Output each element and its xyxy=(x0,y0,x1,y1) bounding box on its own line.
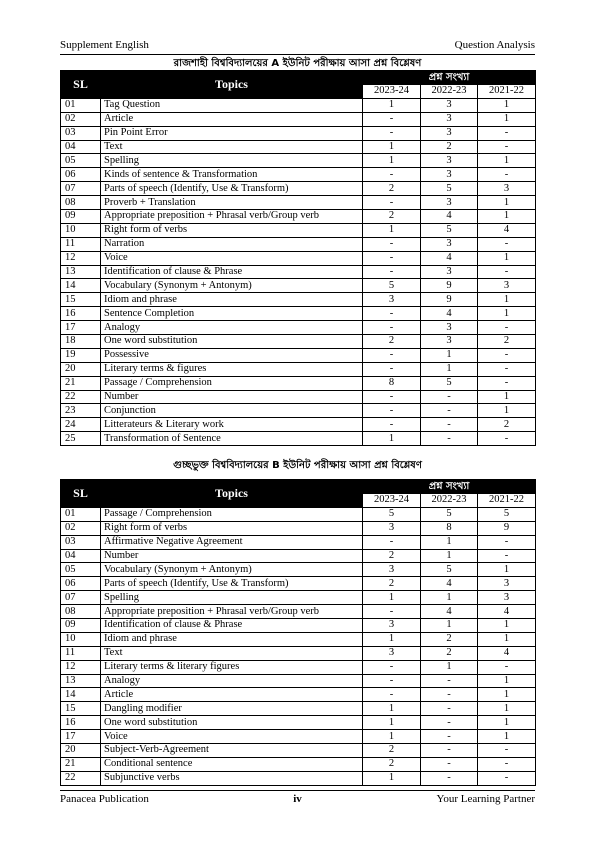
topic-cell: Parts of speech (Identify, Use & Transform) xyxy=(101,182,363,196)
count-2023-24: - xyxy=(363,535,421,549)
count-2021-22: - xyxy=(478,660,536,674)
topic-cell: Analogy xyxy=(101,674,363,688)
topic-cell: Subjunctive verbs xyxy=(101,771,363,785)
count-2023-24: 5 xyxy=(363,507,421,521)
count-2021-22: - xyxy=(478,237,536,251)
count-2022-23: - xyxy=(421,716,478,730)
table-row xyxy=(61,126,536,140)
count-2021-22: 1 xyxy=(478,716,536,730)
table-row xyxy=(61,307,536,321)
count-2022-23: 3 xyxy=(421,168,478,182)
table1-topics-header: Topics xyxy=(101,71,363,99)
sl-cell: 09 xyxy=(61,619,101,633)
table-row xyxy=(61,196,536,210)
topic-cell: Proverb + Translation xyxy=(101,196,363,210)
table2-topics-header: Topics xyxy=(101,480,363,508)
running-footer xyxy=(60,790,535,805)
topic-cell: Appropriate preposition + Phrasal verb/Group verb xyxy=(101,605,363,619)
topic-cell: Voice xyxy=(101,251,363,265)
topic-cell: Analogy xyxy=(101,321,363,335)
table1-title: রাজশাহী বিশ্ববিদ্যালয়ের A ইউনিট পরীক্ষায় আসা প্রশ্ন বিশ্লেষণ xyxy=(173,58,422,69)
count-2021-22: 1 xyxy=(478,404,536,418)
count-2023-24: - xyxy=(363,265,421,279)
count-2022-23: 3 xyxy=(421,321,478,335)
topic-cell: Dangling modifier xyxy=(101,702,363,716)
table-row xyxy=(61,182,536,196)
count-2023-24: 3 xyxy=(363,619,421,633)
topic-cell: Identification of clause & Phrase xyxy=(101,265,363,279)
table-row xyxy=(61,757,536,771)
table2-year-header: 2023-24 xyxy=(363,494,421,508)
count-2021-22: 1 xyxy=(478,632,536,646)
topic-cell: Conjunction xyxy=(101,404,363,418)
sl-cell: 15 xyxy=(61,702,101,716)
count-2022-23: 9 xyxy=(421,293,478,307)
table1-question-analysis xyxy=(60,70,536,446)
sl-cell: 01 xyxy=(61,507,101,521)
count-2023-24: 2 xyxy=(363,182,421,196)
count-2023-24: - xyxy=(363,251,421,265)
count-2023-24: - xyxy=(363,237,421,251)
count-2021-22: - xyxy=(478,376,536,390)
table-row xyxy=(61,744,536,758)
count-2022-23: - xyxy=(421,744,478,758)
count-2022-23: 8 xyxy=(421,521,478,535)
sl-cell: 21 xyxy=(61,757,101,771)
table-row xyxy=(61,418,536,432)
sl-cell: 14 xyxy=(61,688,101,702)
count-2021-22: - xyxy=(478,362,536,376)
count-2021-22: 1 xyxy=(478,196,536,210)
table1-sl-header: SL xyxy=(61,71,101,99)
table2-year-header: 2022-23 xyxy=(421,494,478,508)
topic-cell: Right form of verbs xyxy=(101,223,363,237)
sl-cell: 18 xyxy=(61,335,101,349)
topic-cell: Litterateurs & Literary work xyxy=(101,418,363,432)
sl-cell: 03 xyxy=(61,535,101,549)
sl-cell: 23 xyxy=(61,404,101,418)
count-2023-24: - xyxy=(363,404,421,418)
topic-cell: Number xyxy=(101,390,363,404)
topic-cell: Appropriate preposition + Phrasal verb/Group verb xyxy=(101,210,363,224)
sl-cell: 03 xyxy=(61,126,101,140)
sl-cell: 12 xyxy=(61,660,101,674)
count-2021-22: 1 xyxy=(478,210,536,224)
count-2021-22: - xyxy=(478,757,536,771)
table-row xyxy=(61,390,536,404)
count-2021-22: 1 xyxy=(478,154,536,168)
count-2023-24: 1 xyxy=(363,591,421,605)
count-2021-22: 4 xyxy=(478,223,536,237)
count-2021-22: - xyxy=(478,126,536,140)
count-2022-23: - xyxy=(421,432,478,446)
count-2023-24: 2 xyxy=(363,577,421,591)
footer-tagline: Your Learning Partner xyxy=(436,793,535,805)
table-row xyxy=(61,154,536,168)
count-2021-22: - xyxy=(478,432,536,446)
count-2023-24: - xyxy=(363,321,421,335)
table1-year-header: 2022-23 xyxy=(421,85,478,99)
count-2023-24: 8 xyxy=(363,376,421,390)
count-2021-22: 2 xyxy=(478,335,536,349)
count-2023-24: 3 xyxy=(363,646,421,660)
topic-cell: Transformation of Sentence xyxy=(101,432,363,446)
count-2021-22: 1 xyxy=(478,390,536,404)
count-2022-23: 3 xyxy=(421,98,478,112)
topic-cell: Passage / Comprehension xyxy=(101,376,363,390)
count-2022-23: 4 xyxy=(421,210,478,224)
table1-year-header: 2021-22 xyxy=(478,85,536,99)
table-row xyxy=(61,563,536,577)
count-2022-23: 1 xyxy=(421,619,478,633)
table-row xyxy=(61,730,536,744)
table-row xyxy=(61,210,536,224)
sl-cell: 05 xyxy=(61,154,101,168)
table-row xyxy=(61,619,536,633)
table-row xyxy=(61,362,536,376)
count-2021-22: 1 xyxy=(478,98,536,112)
count-2023-24: - xyxy=(363,688,421,702)
count-2021-22: 4 xyxy=(478,646,536,660)
sl-cell: 13 xyxy=(61,674,101,688)
sl-cell: 02 xyxy=(61,112,101,126)
count-2021-22: 9 xyxy=(478,521,536,535)
topic-cell: Right form of verbs xyxy=(101,521,363,535)
count-2023-24: - xyxy=(363,196,421,210)
count-2021-22: 5 xyxy=(478,507,536,521)
sl-cell: 04 xyxy=(61,549,101,563)
sl-cell: 20 xyxy=(61,362,101,376)
table-row xyxy=(61,521,536,535)
count-2022-23: - xyxy=(421,418,478,432)
sl-cell: 10 xyxy=(61,223,101,237)
topic-cell: Idiom and phrase xyxy=(101,293,363,307)
sl-cell: 07 xyxy=(61,591,101,605)
topic-cell: Narration xyxy=(101,237,363,251)
sl-cell: 02 xyxy=(61,521,101,535)
count-2023-24: - xyxy=(363,112,421,126)
table-row xyxy=(61,432,536,446)
count-2022-23: 3 xyxy=(421,265,478,279)
topic-cell: Idiom and phrase xyxy=(101,632,363,646)
sl-cell: 17 xyxy=(61,730,101,744)
table-row xyxy=(61,168,536,182)
topic-cell: Text xyxy=(101,140,363,154)
topic-cell: Voice xyxy=(101,730,363,744)
count-2023-24: 1 xyxy=(363,632,421,646)
table-row xyxy=(61,660,536,674)
count-2023-24: - xyxy=(363,126,421,140)
count-2022-23: 3 xyxy=(421,126,478,140)
topic-cell: Literary terms & figures xyxy=(101,362,363,376)
count-2022-23: 1 xyxy=(421,660,478,674)
topic-cell: Passage / Comprehension xyxy=(101,507,363,521)
table2-body xyxy=(61,507,536,785)
sl-cell: 01 xyxy=(61,98,101,112)
topic-cell: Number xyxy=(101,549,363,563)
table-row xyxy=(61,112,536,126)
topic-cell: Affirmative Negative Agreement xyxy=(101,535,363,549)
table-row xyxy=(61,223,536,237)
sl-cell: 21 xyxy=(61,376,101,390)
count-2022-23: - xyxy=(421,757,478,771)
count-2022-23: 3 xyxy=(421,237,478,251)
count-2023-24: 1 xyxy=(363,432,421,446)
topic-cell: Possessive xyxy=(101,348,363,362)
sl-cell: 17 xyxy=(61,321,101,335)
topic-cell: Article xyxy=(101,112,363,126)
count-2023-24: - xyxy=(363,348,421,362)
count-2022-23: 5 xyxy=(421,223,478,237)
table-row xyxy=(61,716,536,730)
sl-cell: 04 xyxy=(61,140,101,154)
count-2023-24: 3 xyxy=(363,293,421,307)
sl-cell: 08 xyxy=(61,605,101,619)
table-row xyxy=(61,348,536,362)
count-2023-24: 1 xyxy=(363,716,421,730)
count-2021-22: - xyxy=(478,771,536,785)
count-2023-24: 1 xyxy=(363,140,421,154)
count-2022-23: - xyxy=(421,730,478,744)
count-2021-22: 2 xyxy=(478,418,536,432)
count-2021-22: - xyxy=(478,140,536,154)
sl-cell: 15 xyxy=(61,293,101,307)
table-row xyxy=(61,140,536,154)
count-2023-24: 2 xyxy=(363,210,421,224)
count-2021-22: 4 xyxy=(478,605,536,619)
count-2021-22: 1 xyxy=(478,251,536,265)
count-2021-22: 1 xyxy=(478,702,536,716)
count-2023-24: 1 xyxy=(363,730,421,744)
count-2022-23: 9 xyxy=(421,279,478,293)
count-2022-23: - xyxy=(421,674,478,688)
sl-cell: 25 xyxy=(61,432,101,446)
sl-cell: 22 xyxy=(61,390,101,404)
table-row xyxy=(61,646,536,660)
count-2023-24: - xyxy=(363,362,421,376)
count-2021-22: - xyxy=(478,321,536,335)
count-2023-24: 2 xyxy=(363,757,421,771)
count-2021-22: - xyxy=(478,535,536,549)
count-2022-23: 3 xyxy=(421,112,478,126)
table2-year-header: 2021-22 xyxy=(478,494,536,508)
count-2021-22: 1 xyxy=(478,619,536,633)
topic-cell: Subject-Verb-Agreement xyxy=(101,744,363,758)
sl-cell: 11 xyxy=(61,646,101,660)
count-2022-23: 1 xyxy=(421,591,478,605)
table-row xyxy=(61,279,536,293)
topic-cell: Spelling xyxy=(101,591,363,605)
count-2021-22: 1 xyxy=(478,293,536,307)
table-row xyxy=(61,632,536,646)
count-2022-23: - xyxy=(421,702,478,716)
count-2023-24: - xyxy=(363,605,421,619)
count-2022-23: 2 xyxy=(421,632,478,646)
topic-cell: Text xyxy=(101,646,363,660)
count-2022-23: 1 xyxy=(421,535,478,549)
sl-cell: 24 xyxy=(61,418,101,432)
count-2021-22: 1 xyxy=(478,674,536,688)
table-row xyxy=(61,376,536,390)
header-left: Supplement English xyxy=(60,39,149,51)
count-2023-24: - xyxy=(363,674,421,688)
count-2022-23: - xyxy=(421,688,478,702)
sl-cell: 13 xyxy=(61,265,101,279)
table-row xyxy=(61,98,536,112)
topic-cell: Conditional sentence xyxy=(101,757,363,771)
topic-cell: Spelling xyxy=(101,154,363,168)
topic-cell: Article xyxy=(101,688,363,702)
count-2021-22: 1 xyxy=(478,730,536,744)
count-2022-23: 5 xyxy=(421,563,478,577)
table2-sl-header: SL xyxy=(61,480,101,508)
topic-cell: Tag Question xyxy=(101,98,363,112)
count-2023-24: 2 xyxy=(363,744,421,758)
count-2022-23: 2 xyxy=(421,140,478,154)
sl-cell: 05 xyxy=(61,563,101,577)
count-2022-23: 1 xyxy=(421,348,478,362)
count-2022-23: 4 xyxy=(421,605,478,619)
count-2021-22: 3 xyxy=(478,279,536,293)
sl-cell: 06 xyxy=(61,577,101,591)
sl-cell: 06 xyxy=(61,168,101,182)
table2-question-analysis xyxy=(60,479,536,786)
count-2021-22: 3 xyxy=(478,591,536,605)
sl-cell: 16 xyxy=(61,307,101,321)
count-2021-22: - xyxy=(478,348,536,362)
count-2021-22: - xyxy=(478,744,536,758)
count-2022-23: 4 xyxy=(421,251,478,265)
sl-cell: 11 xyxy=(61,237,101,251)
table-row xyxy=(61,507,536,521)
topic-cell: Identification of clause & Phrase xyxy=(101,619,363,633)
count-2022-23: - xyxy=(421,404,478,418)
count-2023-24: 1 xyxy=(363,98,421,112)
table-row xyxy=(61,577,536,591)
sl-cell: 12 xyxy=(61,251,101,265)
count-2023-24: - xyxy=(363,390,421,404)
topic-cell: Vocabulary (Synonym + Antonym) xyxy=(101,563,363,577)
topic-cell: Kinds of sentence & Transformation xyxy=(101,168,363,182)
count-2023-24: - xyxy=(363,418,421,432)
topic-cell: Pin Point Error xyxy=(101,126,363,140)
count-2023-24: 1 xyxy=(363,702,421,716)
count-2023-24: - xyxy=(363,168,421,182)
count-2022-23: 3 xyxy=(421,154,478,168)
count-2023-24: 3 xyxy=(363,563,421,577)
table-row xyxy=(61,335,536,349)
sl-cell: 19 xyxy=(61,348,101,362)
count-2021-22: 1 xyxy=(478,307,536,321)
count-2023-24: - xyxy=(363,307,421,321)
table1-body xyxy=(61,98,536,445)
count-2023-24: 2 xyxy=(363,335,421,349)
count-2022-23: 1 xyxy=(421,549,478,563)
topic-cell: One word substitution xyxy=(101,335,363,349)
topic-cell: One word substitution xyxy=(101,716,363,730)
header-right: Question Analysis xyxy=(454,39,535,51)
table-row xyxy=(61,404,536,418)
count-2021-22: - xyxy=(478,265,536,279)
table-row xyxy=(61,251,536,265)
count-2022-23: 4 xyxy=(421,307,478,321)
sl-cell: 07 xyxy=(61,182,101,196)
footer-publisher: Panacea Publication xyxy=(60,793,149,805)
sl-cell: 09 xyxy=(61,210,101,224)
table-row xyxy=(61,674,536,688)
sl-cell: 10 xyxy=(61,632,101,646)
count-2021-22: 1 xyxy=(478,688,536,702)
count-2022-23: 3 xyxy=(421,335,478,349)
count-2022-23: 5 xyxy=(421,507,478,521)
count-2021-22: - xyxy=(478,549,536,563)
count-2022-23: 5 xyxy=(421,376,478,390)
table-row xyxy=(61,605,536,619)
count-2022-23: 4 xyxy=(421,577,478,591)
count-2022-23: 3 xyxy=(421,196,478,210)
table-row xyxy=(61,549,536,563)
page-number: iv xyxy=(293,793,302,805)
table-row xyxy=(61,535,536,549)
table1-question-count-header: প্রশ্ন সংখ্যা xyxy=(363,71,536,85)
count-2021-22: 3 xyxy=(478,577,536,591)
sl-cell: 20 xyxy=(61,744,101,758)
table2-question-count-header: প্রশ্ন সংখ্যা xyxy=(363,480,536,494)
count-2022-23: - xyxy=(421,771,478,785)
topic-cell: Parts of speech (Identify, Use & Transform) xyxy=(101,577,363,591)
count-2021-22: 3 xyxy=(478,182,536,196)
sl-cell: 22 xyxy=(61,771,101,785)
count-2021-22: - xyxy=(478,168,536,182)
topic-cell: Vocabulary (Synonym + Antonym) xyxy=(101,279,363,293)
sl-cell: 08 xyxy=(61,196,101,210)
sl-cell: 14 xyxy=(61,279,101,293)
topic-cell: Sentence Completion xyxy=(101,307,363,321)
table-row xyxy=(61,265,536,279)
count-2023-24: 1 xyxy=(363,771,421,785)
count-2023-24: 5 xyxy=(363,279,421,293)
count-2023-24: - xyxy=(363,660,421,674)
count-2022-23: 1 xyxy=(421,362,478,376)
count-2023-24: 3 xyxy=(363,521,421,535)
table-row xyxy=(61,321,536,335)
count-2022-23: 5 xyxy=(421,182,478,196)
table2-title: গুচ্ছভুক্ত বিশ্ববিদ্যালয়ের B ইউনিট পরীক্ষায় আসা প্রশ্ন বিশ্লেষণ xyxy=(173,460,422,471)
table-row xyxy=(61,771,536,785)
table-row xyxy=(61,688,536,702)
running-header xyxy=(60,38,535,55)
table-row xyxy=(61,702,536,716)
sl-cell: 16 xyxy=(61,716,101,730)
table-row xyxy=(61,237,536,251)
count-2021-22: 1 xyxy=(478,563,536,577)
count-2023-24: 1 xyxy=(363,223,421,237)
count-2023-24: 2 xyxy=(363,549,421,563)
topic-cell: Literary terms & literary figures xyxy=(101,660,363,674)
count-2022-23: - xyxy=(421,390,478,404)
table-row xyxy=(61,591,536,605)
count-2023-24: 1 xyxy=(363,154,421,168)
table-row xyxy=(61,293,536,307)
table1-year-header: 2023-24 xyxy=(363,85,421,99)
count-2022-23: 2 xyxy=(421,646,478,660)
count-2021-22: 1 xyxy=(478,112,536,126)
